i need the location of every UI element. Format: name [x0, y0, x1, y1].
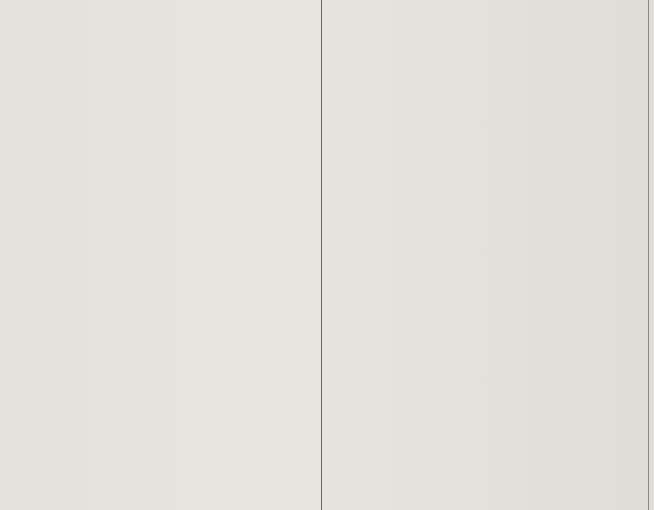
page-edge-rule — [648, 0, 649, 510]
column-divider — [321, 0, 322, 510]
